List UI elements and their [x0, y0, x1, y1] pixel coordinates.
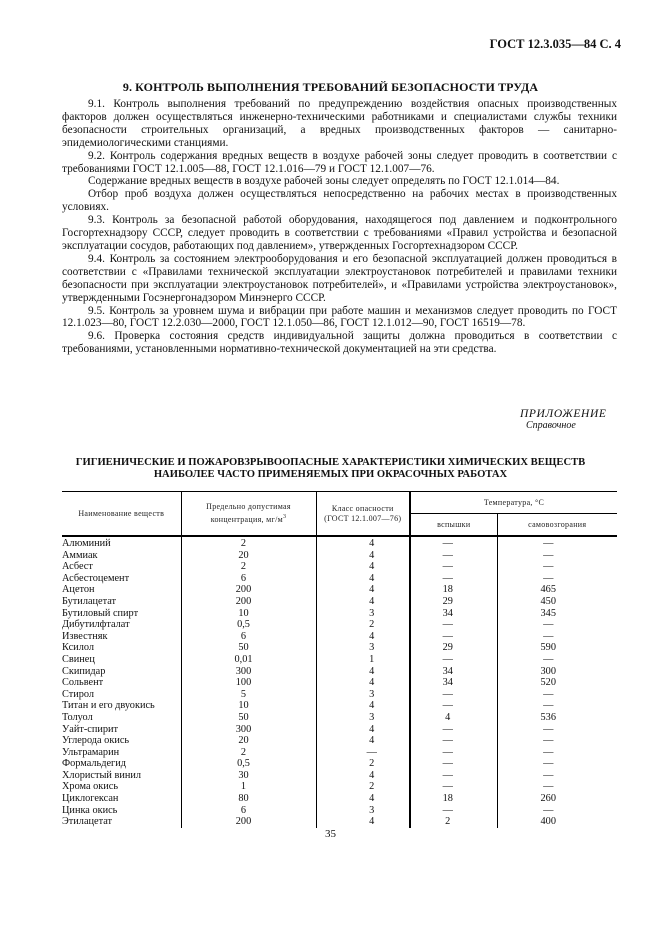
substance-name-cell: Дибутилфталат [62, 619, 130, 631]
concentration-cell: 80 [181, 793, 316, 805]
self-ignition-cell: 450 [497, 596, 617, 608]
hazard-class-cell: 3 [316, 712, 410, 724]
concentration-cell: 100 [181, 677, 316, 689]
flash-point-cell: 34 [410, 666, 497, 678]
table-row [62, 724, 617, 736]
flash-point-cell: — [410, 619, 497, 631]
hazard-class-cell: 3 [316, 689, 410, 701]
table-row [62, 619, 617, 631]
header-class-line-1: Класс опасности [331, 503, 394, 513]
substance-name-cell: Скипидар [62, 665, 106, 677]
concentration-cell: 0,5 [181, 758, 316, 770]
flash-point-cell: — [410, 689, 497, 701]
flash-point-cell: — [410, 724, 497, 736]
concentration-cell: 6 [181, 573, 316, 585]
table-row [62, 712, 617, 724]
hazard-class-cell: 4 [316, 735, 410, 747]
table-row [62, 677, 617, 689]
concentration-cell: 50 [181, 642, 316, 654]
self-ignition-cell: — [497, 700, 617, 712]
table-row [62, 608, 617, 620]
hazard-class-cell: 4 [316, 793, 410, 805]
hazard-class-cell: 2 [316, 781, 410, 793]
flash-point-cell: — [410, 631, 497, 643]
header-class-line-2: (ГОСТ 12.1.007—76) [324, 513, 402, 523]
substance-name-cell: Хлористый винил [62, 769, 141, 781]
concentration-cell: 6 [181, 805, 316, 817]
hazard-class-cell: 4 [316, 550, 410, 562]
substance-name-cell: Стирол [62, 688, 95, 700]
concentration-cell: 2 [181, 747, 316, 759]
header-max-concentration [181, 492, 316, 537]
self-ignition-cell: — [497, 654, 617, 666]
section-title: 9. КОНТРОЛЬ ВЫПОЛНЕНИЯ ТРЕБОВАНИЙ БЕЗОПАСНОСТИ ТРУДА [122, 80, 539, 94]
table-row [62, 536, 617, 550]
table-row [62, 689, 617, 701]
header-conc-superscript: 3 [282, 514, 287, 520]
hazard-class-cell: 4 [316, 536, 410, 550]
appendix-label [520, 408, 606, 431]
flash-point-cell: — [410, 735, 497, 747]
substance-name-cell: Свинец [62, 653, 95, 665]
concentration-cell: 200 [181, 596, 316, 608]
table-row [62, 573, 617, 585]
substance-name-cell: Асбест [62, 561, 93, 573]
flash-point-cell: 18 [410, 793, 497, 805]
substance-name-cell: Титан и его двуокись [62, 700, 155, 712]
concentration-cell: 300 [181, 666, 316, 678]
flash-point-cell: — [410, 781, 497, 793]
self-ignition-cell: 260 [497, 793, 617, 805]
flash-point-cell: — [410, 805, 497, 817]
flash-point-cell: — [410, 561, 497, 573]
flash-point-cell: — [410, 536, 497, 550]
self-ignition-cell: — [497, 747, 617, 759]
concentration-cell: 10 [181, 700, 316, 712]
concentration-cell: 20 [181, 550, 316, 562]
flash-point-cell: — [410, 654, 497, 666]
hazard-class-cell: 4 [316, 700, 410, 712]
table-title-line-1: ГИГИЕНИЧЕСКИЕ И ПОЖАРОВЗРЫВООПАСНЫЕ ХАРАКТЕРИСТИКИ ХИМИЧЕСКИХ ВЕЩЕСТВ [75, 457, 586, 468]
header-conc-line-1: Предельно допустимая [206, 502, 291, 511]
concentration-cell: 1 [181, 781, 316, 793]
hazard-class-cell: 4 [316, 677, 410, 689]
concentration-cell: 2 [181, 536, 316, 550]
chemical-properties-table [62, 491, 617, 828]
section-body [62, 98, 617, 356]
self-ignition-cell: — [497, 573, 617, 585]
self-ignition-cell: — [497, 781, 617, 793]
self-ignition-cell: — [497, 770, 617, 782]
concentration-cell: 300 [181, 724, 316, 736]
hazard-class-cell: 2 [316, 619, 410, 631]
self-ignition-cell: — [497, 536, 617, 550]
concentration-cell: 20 [181, 735, 316, 747]
hazard-class-cell: 4 [316, 584, 410, 596]
substance-name-cell: Формальдегид [62, 758, 126, 770]
table-body [62, 536, 617, 828]
table-row [62, 550, 617, 562]
substance-name-cell: Уайт-спирит [62, 723, 119, 735]
concentration-cell: 200 [181, 816, 316, 828]
table-row [62, 816, 617, 828]
table-row [62, 770, 617, 782]
hazard-class-cell: 4 [316, 724, 410, 736]
table-row [62, 747, 617, 759]
concentration-cell: 30 [181, 770, 316, 782]
self-ignition-cell: 300 [497, 666, 617, 678]
hazard-class-cell: 4 [316, 596, 410, 608]
hazard-class-cell: 4 [316, 666, 410, 678]
table-title [0, 457, 661, 481]
concentration-cell: 0,5 [181, 619, 316, 631]
flash-point-cell: 18 [410, 584, 497, 596]
paragraph-9-1: 9.1. Контроль выполнения требований по предупреждению воздействия опасных производственных факторов должен осуществляться инженерно-техническими работниками и специалистами службы техники безопасности строительных организаций, а вредных производственных факторов — санитарно-эпидемиологическими станциями. [62, 98, 617, 149]
flash-point-cell: 34 [410, 677, 497, 689]
substance-name-cell: Бутилацетат [62, 595, 117, 607]
self-ignition-cell: — [497, 550, 617, 562]
self-ignition-cell: — [497, 631, 617, 643]
header-flash-point: вспышки [410, 514, 497, 537]
table-row [62, 596, 617, 608]
hazard-class-cell: — [316, 747, 410, 759]
concentration-cell: 0,01 [181, 654, 316, 666]
concentration-cell: 200 [181, 584, 316, 596]
flash-point-cell: — [410, 550, 497, 562]
flash-point-cell: 29 [410, 642, 497, 654]
substance-name-cell: Алюминий [62, 538, 111, 549]
flash-point-cell: — [410, 758, 497, 770]
substance-name-cell: Хрома окись [62, 781, 119, 793]
table-row [62, 735, 617, 747]
hazard-class-cell: 4 [316, 631, 410, 643]
self-ignition-cell: — [497, 805, 617, 817]
self-ignition-cell: 345 [497, 608, 617, 620]
substance-name-cell: Сольвент [62, 677, 104, 689]
flash-point-cell: — [410, 573, 497, 585]
table-row [62, 805, 617, 817]
paragraph-9-6: 9.6. Проверка состояния средств индивидуальной защиты должна проводиться в соответствии с требованиями, установленными нормативно-технической документацией на эти средства. [62, 330, 617, 356]
table-row [62, 654, 617, 666]
table-row [62, 631, 617, 643]
self-ignition-cell: — [497, 561, 617, 573]
table-title-line-2: НАИБОЛЕЕ ЧАСТО ПРИМЕНЯЕМЫХ ПРИ ОКРАСОЧНЫХ РАБОТАХ [153, 469, 508, 480]
substance-name-cell: Толуол [62, 711, 93, 723]
substance-name-cell: Циклогексан [62, 793, 119, 805]
paragraph-9-5: 9.5. Контроль за уровнем шума и вибрации при работе машин и механизмов следует проводить по ГОСТ 12.1.023—80, ГОСТ 12.2.030—2000, ГОСТ 12.1.050—86, ГОСТ 12.1.012—90, ГОСТ 16519—78. [62, 304, 617, 330]
flash-point-cell: 34 [410, 608, 497, 620]
substance-name-cell: Известняк [62, 630, 108, 642]
table-row [62, 584, 617, 596]
table-row [62, 758, 617, 770]
self-ignition-cell: 465 [497, 584, 617, 596]
appendix-subtitle: Справочное [526, 420, 576, 431]
self-ignition-cell: — [497, 735, 617, 747]
concentration-cell: 2 [181, 561, 316, 573]
flash-point-cell: — [410, 700, 497, 712]
hazard-class-cell: 4 [316, 561, 410, 573]
table-row [62, 642, 617, 654]
self-ignition-cell: 536 [497, 712, 617, 724]
flash-point-cell: — [410, 747, 497, 759]
hazard-class-cell: 2 [316, 758, 410, 770]
concentration-cell: 5 [181, 689, 316, 701]
substance-name-cell: Ацетон [62, 584, 95, 596]
hazard-class-cell: 3 [316, 642, 410, 654]
table-row [62, 666, 617, 678]
hazard-class-cell: 3 [316, 608, 410, 620]
header-temperature: Температура, °С [410, 492, 617, 514]
substance-name-cell: Ультрамарин [62, 746, 120, 758]
substance-name-cell: Цинка окись [62, 804, 118, 816]
paragraph-9-3: 9.3. Контроль за безопасной работой оборудования, находящегося под давлением и подконтрольного Госгортехнадзору СССР, следует проводить в соответствии с требованиями «Правил устройства и безопасной эксплуатации сосудов, работающих под давлением», утвержденных Госгортехнадзором СССР. [62, 214, 617, 252]
header-conc-line-2: концентрация, мг/м [210, 515, 283, 524]
hazard-class-cell: 4 [316, 816, 410, 828]
self-ignition-cell: — [497, 724, 617, 736]
page-number: 35 [325, 828, 336, 840]
flash-point-cell: 4 [410, 712, 497, 724]
flash-point-cell: 2 [410, 816, 497, 828]
paragraph-9-2: 9.2. Контроль содержания вредных веществ в воздухе рабочей зоны следует проводить в соответствии с требованиями ГОСТ 12.1.005—88, ГОСТ 12.1.016—79 и ГОСТ 12.1.007—76. [62, 149, 617, 175]
substance-name-cell: Углерода окись [62, 735, 130, 747]
table-row [62, 700, 617, 712]
concentration-cell: 6 [181, 631, 316, 643]
self-ignition-cell: — [497, 619, 617, 631]
paragraph-9-2-content: Содержание вредных веществ в воздухе рабочей зоны следует определять по ГОСТ 12.1.014—84. [88, 175, 560, 188]
self-ignition-cell: 590 [497, 642, 617, 654]
substance-name-cell: Асбестоцемент [62, 572, 130, 584]
substance-name-cell: Этилацетат [62, 816, 113, 828]
paragraph-9-2-sampling: Отбор проб воздуха должен осуществляться непосредственно на рабочих местах в производственных условиях. [62, 188, 617, 214]
concentration-cell: 50 [181, 712, 316, 724]
self-ignition-cell: — [497, 758, 617, 770]
substance-name-cell: Ксилол [62, 642, 94, 654]
header-self-ignition: самовозгорания [497, 514, 617, 537]
header-substance-name: Наименование веществ [62, 492, 181, 537]
header-hazard-class [316, 492, 410, 537]
self-ignition-cell: 400 [497, 816, 617, 828]
concentration-cell: 10 [181, 608, 316, 620]
hazard-class-cell: 4 [316, 770, 410, 782]
table-row [62, 781, 617, 793]
table-row [62, 793, 617, 805]
document-reference: ГОСТ 12.3.035—84 С. 4 [489, 37, 621, 51]
flash-point-cell: — [410, 770, 497, 782]
self-ignition-cell: — [497, 689, 617, 701]
hazard-class-cell: 4 [316, 573, 410, 585]
flash-point-cell: 29 [410, 596, 497, 608]
substance-name-cell: Бутиловый спирт [62, 607, 139, 619]
hazard-class-cell: 1 [316, 654, 410, 666]
paragraph-9-4: 9.4. Контроль за состоянием электрооборудования и его безопасной эксплуатацией должен проводиться в соответствии с «Правилами технической эксплуатации электроустановок потребителей и правилами техники безопасности при эксплуатации электроустановок потребителей», и «Правилами устройства электроустановок», утвержденными Госэнергонадзором Минэнерго СССР. [62, 252, 617, 304]
hazard-class-cell: 3 [316, 805, 410, 817]
self-ignition-cell: 520 [497, 677, 617, 689]
substance-name-cell: Аммиак [62, 549, 98, 561]
appendix-title: ПРИЛОЖЕНИЕ [520, 408, 607, 420]
table-row [62, 561, 617, 573]
